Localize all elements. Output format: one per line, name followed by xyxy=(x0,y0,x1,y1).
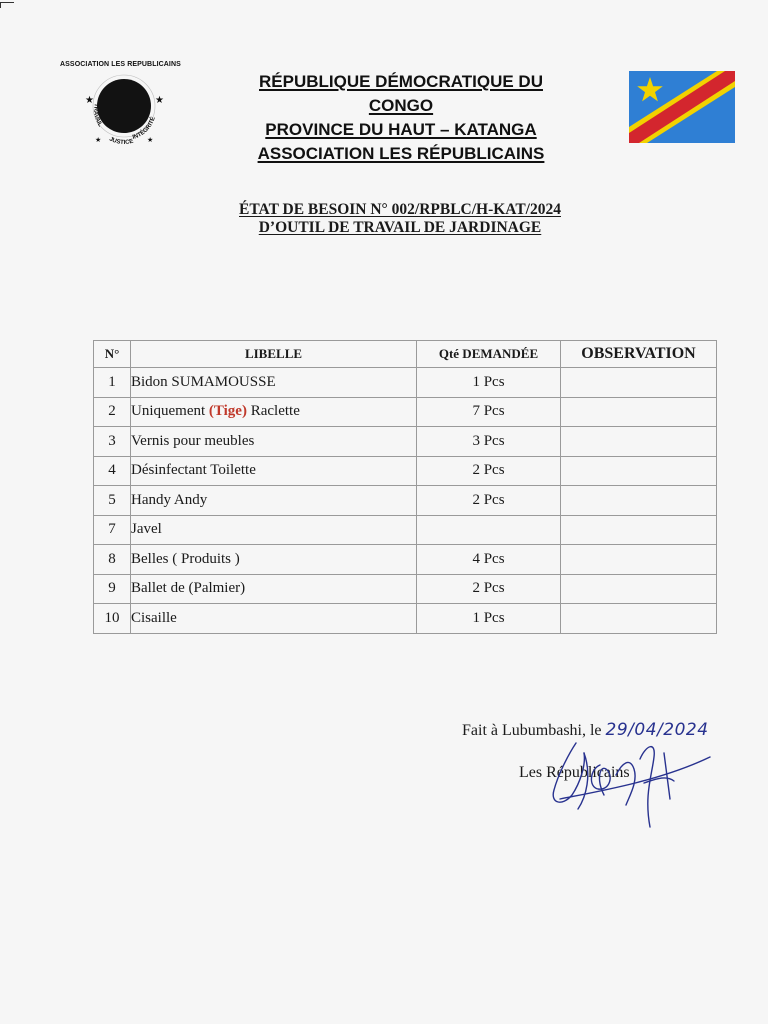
row-quantity: 7 Pcs xyxy=(417,397,561,427)
row-label: Belles ( Produits ) xyxy=(131,545,417,575)
row-label-after: Raclette xyxy=(246,403,300,420)
row-observation xyxy=(561,515,717,545)
document-title-line-1: ÉTAT DE BESOIN N° 002/RPBLC/H-KAT/2024 xyxy=(239,201,561,218)
row-label-highlight: (Tige) xyxy=(208,403,247,420)
signatory: Les Républicains xyxy=(519,764,630,781)
row-quantity: 1 Pcs xyxy=(417,368,561,398)
row-number: 1 xyxy=(94,368,131,398)
row-quantity: 4 Pcs xyxy=(417,545,561,575)
document-title xyxy=(180,201,620,237)
row-number: 5 xyxy=(94,486,131,516)
row-label: Javel xyxy=(131,515,417,545)
header-line-association: ASSOCIATION LES RÉPUBLICAINS xyxy=(257,144,545,163)
svg-text:★: ★ xyxy=(85,95,94,106)
svg-text:INTÉGRITÉ: INTÉGRITÉ xyxy=(131,116,157,141)
row-number: 8 xyxy=(94,545,131,575)
svg-text:★: ★ xyxy=(155,95,164,106)
column-header-observation: OBSERVATION xyxy=(561,341,717,368)
row-label: Bidon SUMAMOUSSE xyxy=(131,368,417,398)
table-row xyxy=(94,397,717,427)
table-row xyxy=(94,545,717,575)
table-row xyxy=(94,604,717,634)
letterhead xyxy=(196,70,606,166)
row-number: 9 xyxy=(94,574,131,604)
row-observation xyxy=(561,545,717,575)
row-label: Cisaille xyxy=(131,604,417,634)
row-number: 7 xyxy=(94,515,131,545)
row-label xyxy=(131,397,417,427)
column-header-label: LIBELLE xyxy=(131,341,417,368)
row-observation xyxy=(561,368,717,398)
table-row xyxy=(94,456,717,486)
row-quantity xyxy=(417,515,561,545)
header-line-country: RÉPUBLIQUE DÉMOCRATIQUE DU xyxy=(259,72,543,91)
scan-corner-mark xyxy=(0,2,14,3)
row-quantity: 2 Pcs xyxy=(417,574,561,604)
svg-text:★: ★ xyxy=(147,136,154,144)
column-header-number: N° xyxy=(94,341,131,368)
association-seal-logo xyxy=(77,73,173,149)
row-label: Désinfectant Toilette xyxy=(131,456,417,486)
drc-flag-icon xyxy=(629,71,735,143)
row-observation xyxy=(561,604,717,634)
row-quantity: 2 Pcs xyxy=(417,456,561,486)
table-row xyxy=(94,515,717,545)
row-quantity: 1 Pcs xyxy=(417,604,561,634)
header-line-country-cont: CONGO xyxy=(368,96,434,115)
row-label: Handy Andy xyxy=(131,486,417,516)
table-header-row xyxy=(94,341,717,368)
row-observation xyxy=(561,456,717,486)
row-observation xyxy=(561,574,717,604)
row-quantity: 3 Pcs xyxy=(417,427,561,457)
row-observation xyxy=(561,397,717,427)
svg-text:TRAVAIL: TRAVAIL xyxy=(92,102,103,129)
row-label: Vernis pour meubles xyxy=(131,427,417,457)
row-observation xyxy=(561,486,717,516)
svg-text:★: ★ xyxy=(95,136,102,144)
row-number: 10 xyxy=(94,604,131,634)
row-observation xyxy=(561,427,717,457)
table-row xyxy=(94,427,717,457)
svg-text:JUSTICE: JUSTICE xyxy=(108,136,135,147)
table-row xyxy=(94,486,717,516)
row-number: 2 xyxy=(94,397,131,427)
logo-caption: ASSOCIATION LES REPUBLICAINS xyxy=(60,61,181,68)
handwritten-signature xyxy=(540,735,720,840)
row-number: 4 xyxy=(94,456,131,486)
table-row xyxy=(94,368,717,398)
row-number: 3 xyxy=(94,427,131,457)
header-line-province: PROVINCE DU HAUT – KATANGA xyxy=(265,120,537,139)
needs-table xyxy=(93,340,717,634)
column-header-quantity: Qté DEMANDÉE xyxy=(417,341,561,368)
row-label-before: Uniquement xyxy=(131,403,209,420)
table-row xyxy=(94,574,717,604)
place-prefix: Fait à Lubumbashi, le xyxy=(462,722,606,739)
handwritten-date: 29/04/2024 xyxy=(605,720,709,740)
row-quantity: 2 Pcs xyxy=(417,486,561,516)
document-title-line-2: D’OUTIL DE TRAVAIL DE JARDINAGE xyxy=(258,219,542,236)
row-label: Ballet de (Palmier) xyxy=(131,574,417,604)
